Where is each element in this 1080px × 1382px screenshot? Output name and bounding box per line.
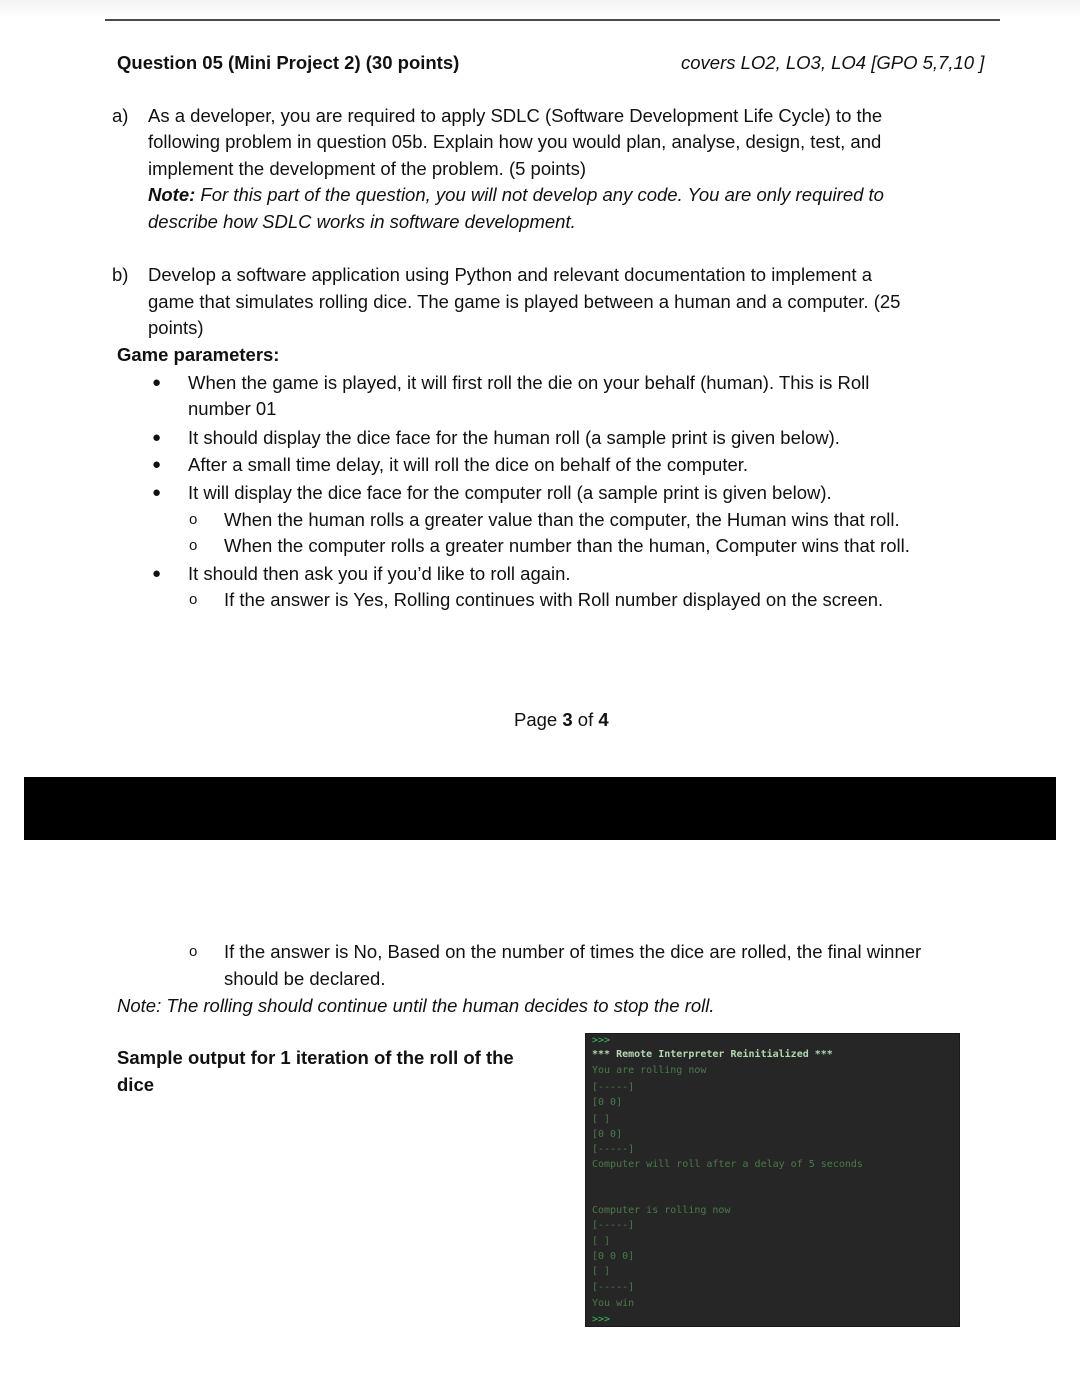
terminal-line: >>> bbox=[592, 1314, 611, 1325]
terminal-line: [-----] bbox=[592, 1082, 635, 1093]
sub-bullet-text: If the answer is No, Based on the number of times the dice are rolled, the final winner bbox=[224, 941, 922, 962]
question-title: Question 05 (Mini Project 2) (30 points) bbox=[117, 52, 460, 73]
terminal-line: [-----] bbox=[592, 1144, 635, 1155]
part-a-note bbox=[148, 182, 884, 209]
bullet-text: It should then ask you if you’d like to roll again. bbox=[188, 563, 571, 584]
sub-bullet-text: should be declared. bbox=[224, 968, 386, 989]
part-b-line: game that simulates rolling dice. The game is played between a human and a computer. (25 bbox=[148, 291, 901, 312]
terminal-line: >>> bbox=[592, 1035, 611, 1046]
game-parameters-heading: Game parameters: bbox=[117, 344, 280, 365]
terminal-line: [0 0] bbox=[592, 1129, 623, 1140]
scan-top-shade bbox=[0, 0, 1080, 18]
terminal-line: *** Remote Interpreter Reinitialized *** bbox=[592, 1049, 833, 1060]
terminal-sample-output bbox=[585, 1033, 960, 1327]
terminal-line: You are rolling now bbox=[592, 1065, 707, 1076]
rolling-note: Note: The rolling should continue until the human decides to stop the roll. bbox=[117, 995, 715, 1016]
bullet-icon: ● bbox=[152, 429, 162, 446]
page-number-total: 4 bbox=[598, 709, 609, 730]
bullet-icon: ● bbox=[152, 565, 162, 582]
terminal-line: Computer is rolling now bbox=[592, 1205, 731, 1216]
terminal-line: [ ] bbox=[592, 1266, 611, 1277]
redaction-bar bbox=[24, 777, 1056, 840]
terminal-line: [ ] bbox=[592, 1114, 611, 1125]
bullet-text: number 01 bbox=[188, 398, 277, 419]
learning-outcomes: covers LO2, LO3, LO4 [GPO 5,7,10 ] bbox=[681, 52, 985, 73]
bullet-text: It should display the dice face for the human roll (a sample print is given below). bbox=[188, 427, 840, 448]
sub-bullet-icon: o bbox=[189, 943, 198, 960]
terminal-line: Computer will roll after a delay of 5 seconds bbox=[592, 1159, 863, 1170]
part-a-line: As a developer, you are required to apply SDLC (Software Development Life Cycle) to the bbox=[148, 105, 883, 126]
page-number bbox=[514, 707, 609, 734]
note-text: For this part of the question, you will not develop any code. You are only required to bbox=[195, 184, 884, 205]
terminal-line: [-----] bbox=[592, 1220, 635, 1231]
bullet-text: After a small time delay, it will roll the dice on behalf of the computer. bbox=[188, 454, 749, 475]
sub-bullet-text: When the human rolls a greater value than the computer, the Human wins that roll. bbox=[224, 509, 900, 530]
terminal-line: [0 0] bbox=[592, 1097, 623, 1108]
page-number-current: 3 bbox=[562, 709, 573, 730]
terminal-line: [ ] bbox=[592, 1236, 611, 1247]
page-number-of: of bbox=[572, 709, 599, 730]
page-number-prefix: Page bbox=[514, 709, 563, 730]
terminal-line: [-----] bbox=[592, 1282, 635, 1293]
part-b-line: points) bbox=[148, 317, 204, 338]
header-rule bbox=[105, 19, 1000, 21]
part-b-label: b) bbox=[112, 264, 129, 285]
sample-output-heading: Sample output for 1 iteration of the roll of the bbox=[117, 1047, 514, 1068]
bullet-icon: ● bbox=[152, 456, 162, 473]
sub-bullet-icon: o bbox=[189, 537, 198, 554]
part-a-line: following problem in question 05b. Explain how you would plan, analyse, design, test, and bbox=[148, 131, 882, 152]
bullet-icon: ● bbox=[152, 484, 162, 501]
sample-output-heading: dice bbox=[117, 1074, 155, 1095]
part-a-label: a) bbox=[112, 105, 129, 126]
bullet-icon: ● bbox=[152, 374, 162, 391]
part-a-note-line: describe how SDLC works in software development. bbox=[148, 211, 576, 232]
bullet-text: It will display the dice face for the computer roll (a sample print is given below). bbox=[188, 482, 832, 503]
terminal-line: You win bbox=[592, 1298, 635, 1309]
sub-bullet-icon: o bbox=[189, 591, 198, 608]
bullet-text: When the game is played, it will first roll the die on your behalf (human). This is Roll bbox=[188, 372, 870, 393]
sub-bullet-text: When the computer rolls a greater number than the human, Computer wins that roll. bbox=[224, 535, 910, 556]
terminal-line: [0 0 0] bbox=[592, 1251, 635, 1262]
sub-bullet-icon: o bbox=[189, 511, 198, 528]
part-b-line: Develop a software application using Python and relevant documentation to implement a bbox=[148, 264, 872, 285]
note-label: Note: bbox=[148, 184, 196, 205]
part-a-line: implement the development of the problem. (5 points) bbox=[148, 158, 587, 179]
sub-bullet-text: If the answer is Yes, Rolling continues with Roll number displayed on the screen. bbox=[224, 589, 884, 610]
